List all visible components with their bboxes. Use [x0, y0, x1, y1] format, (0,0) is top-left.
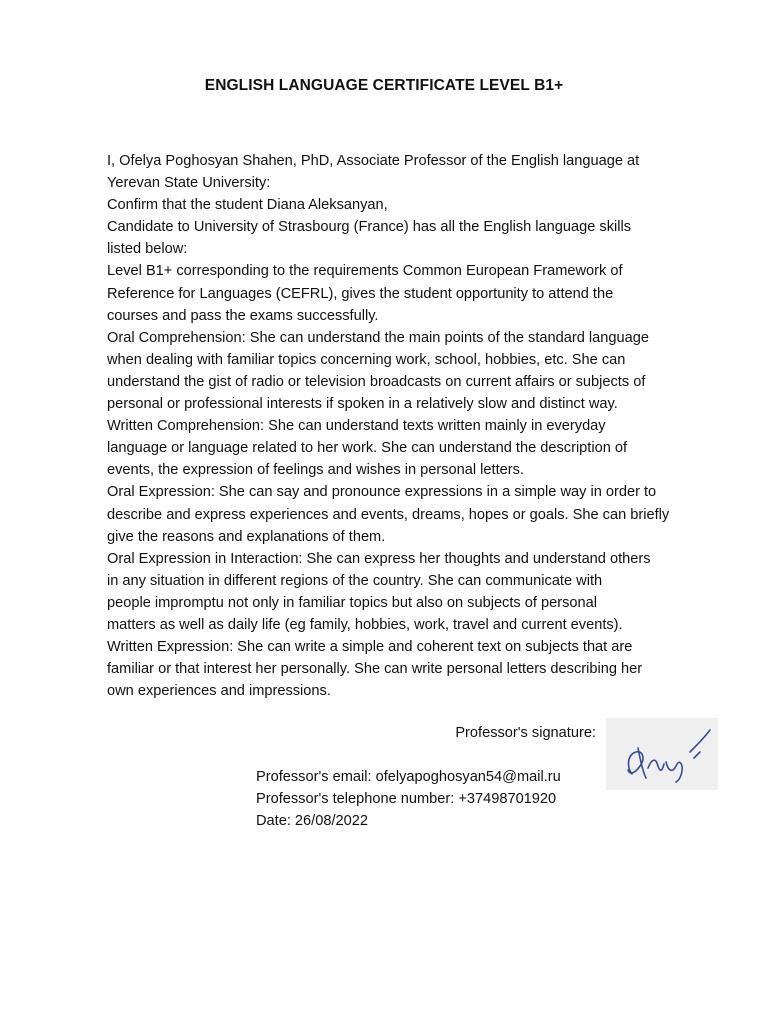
- body-line: Written Comprehension: She can understand texts written mainly in everyday: [107, 418, 606, 435]
- body-line: in any situation in different regions of the country. She can communicate with: [107, 572, 603, 589]
- signature-icon: [606, 718, 718, 790]
- professor-contact: [256, 766, 561, 833]
- body-line: Level B1+ corresponding to the requirements Common European Framework of: [107, 263, 623, 280]
- body-line: Oral Expression in Interaction: She can express her thoughts and understand others: [107, 550, 651, 567]
- body-line: familiar or that interest her personally. She can write personal letters describing her: [107, 661, 643, 678]
- body-line: Oral Comprehension: She can understand the main points of the standard language: [107, 329, 649, 346]
- body-line: Yerevan State University:: [107, 175, 271, 192]
- body-line: events, the expression of feelings and wishes in personal letters.: [107, 462, 524, 479]
- body-line: Candidate to University of Strasbourg (France) has all the English language skills: [107, 219, 632, 236]
- body-line: give the reasons and explanations of them.: [107, 528, 386, 545]
- certificate-body: [107, 150, 722, 702]
- body-line: understand the gist of radio or television broadcasts on current affairs or subjects of: [107, 373, 646, 390]
- body-line: describe and express experiences and events, dreams, hopes or goals. She can briefly: [107, 506, 670, 523]
- signature-image: [606, 718, 718, 790]
- body-line: listed below:: [107, 241, 188, 258]
- body-line: people impromptu not only in familiar topics but also on subjects of personal: [107, 594, 597, 611]
- body-line: Written Expression: She can write a simple and coherent text on subjects that are: [107, 639, 633, 656]
- body-line: own experiences and impressions.: [107, 683, 331, 700]
- body-line: I, Ofelya Poghosyan Shahen, PhD, Associate Professor of the English language at: [107, 153, 640, 169]
- signature-label: Professor's signature:: [455, 725, 596, 741]
- professor-email: Professor's email: ofelyapoghosyan54@mail.ru: [256, 769, 561, 785]
- body-line: Confirm that the student Diana Aleksanyan,: [107, 197, 388, 214]
- body-line: matters as well as daily life (eg family, hobbies, work, travel and current events).: [107, 616, 623, 633]
- document-title: ENGLISH LANGUAGE CERTIFICATE LEVEL B1+: [204, 77, 564, 94]
- body-line: personal or professional interests if spoken in a relatively slow and distinct way.: [107, 396, 618, 413]
- body-line: Oral Expression: She can say and pronounce expressions in a simple way in order to: [107, 484, 657, 501]
- document-date: Date: 26/08/2022: [256, 813, 368, 830]
- body-line: courses and pass the exams successfully.: [107, 307, 379, 324]
- professor-phone: Professor's telephone number: +37498701920: [256, 791, 557, 808]
- body-line: language or language related to her work. She can understand the description of: [107, 440, 628, 457]
- body-line: when dealing with familiar topics concerning work, school, hobbies, etc. She can: [107, 351, 626, 368]
- body-line: Reference for Languages (CEFRL), gives the student opportunity to attend the: [107, 285, 614, 302]
